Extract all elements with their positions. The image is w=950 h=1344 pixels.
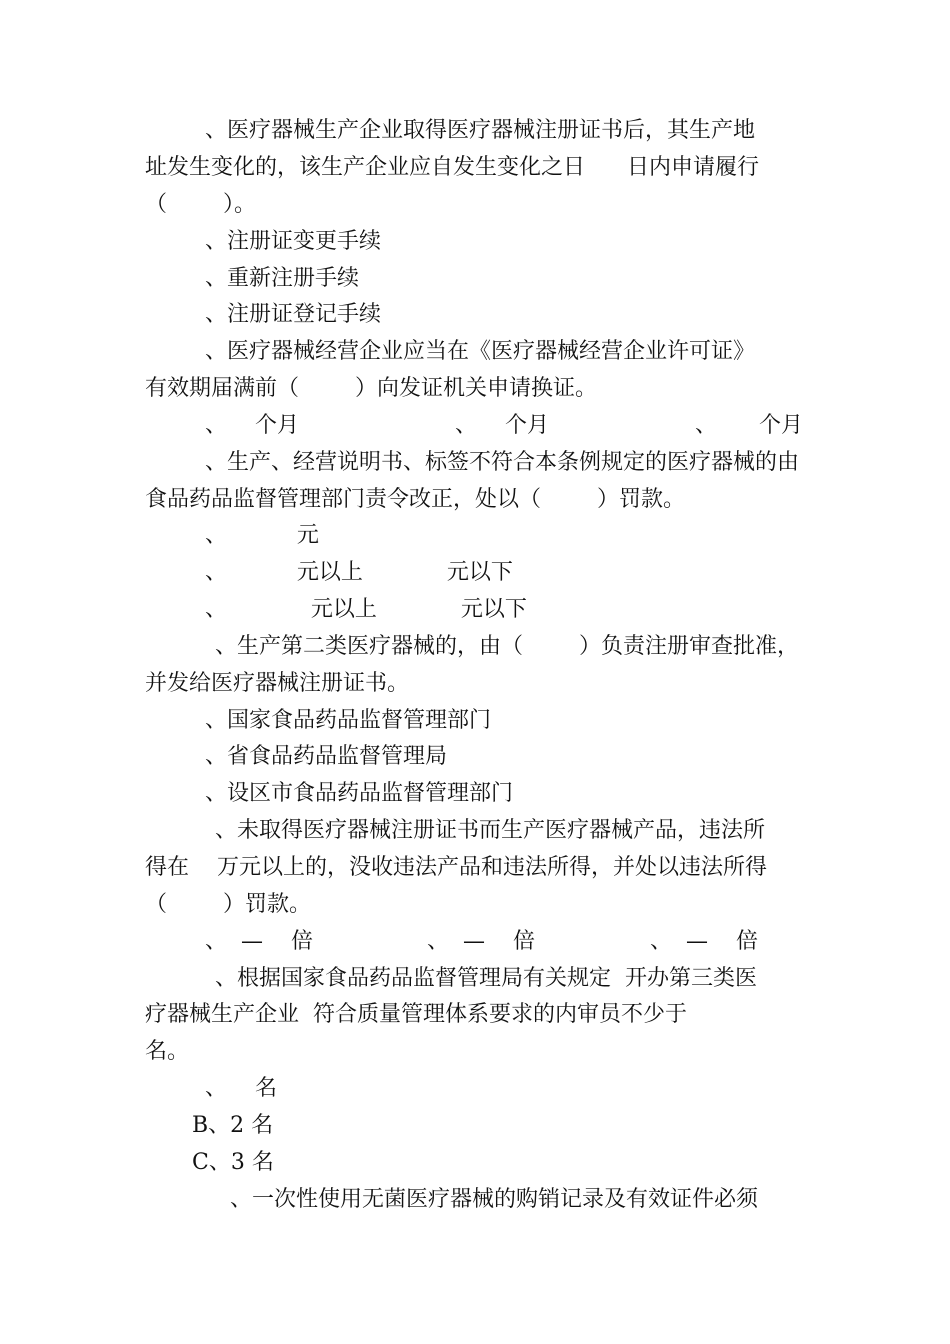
- q1-line-1: 、医疗器械生产企业取得医疗器械注册证书后，其生产地: [205, 118, 756, 143]
- q1-option-a: 、注册证变更手续: [205, 229, 382, 254]
- q3-option-a: 、 元: [205, 523, 319, 548]
- q6-line-2: 疗器械生产企业 符合质量管理体系要求的内审员不少于: [145, 1002, 687, 1027]
- q2-line-2: 有效期届满前（ ）向发证机关申请换证。: [145, 376, 597, 401]
- q3-option-c: 、 元以上 元以下: [205, 597, 527, 622]
- q1-option-c: 、注册证登记手续: [205, 302, 382, 327]
- q6-option-c: C、3 名: [192, 1150, 274, 1175]
- q4-line-1: 、生产第二类医疗器械的，由（ ）负责注册审查批准，: [215, 634, 799, 659]
- q6-option-a: 、 名: [205, 1076, 277, 1101]
- q1-line-2: 址发生变化的，该生产企业应自发生变化之日 日内申请履行: [145, 155, 759, 180]
- q2-option-c: 、 个月: [695, 413, 803, 438]
- q6-line-3: 名。: [145, 1039, 190, 1064]
- q4-line-2: 并发给医疗器械注册证书。: [145, 671, 410, 696]
- q3-line-2: 食品药品监督管理部门责令改正，处以（ ）罚款。: [145, 487, 685, 512]
- q3-option-b: 、 元以上 元以下: [205, 560, 513, 585]
- q5-option-b: 、 — 倍: [427, 929, 535, 954]
- q5-line-1: 、未取得医疗器械注册证书而生产医疗器械产品，违法所: [215, 818, 766, 843]
- q5-option-c: 、 — 倍: [650, 929, 758, 954]
- q4-option-b: 、省食品药品监督管理局: [205, 744, 448, 769]
- q5-line-2: 得在 万元以上的，没收违法产品和违法所得，并处以违法所得: [145, 855, 767, 880]
- q1-line-3: （ ）。: [145, 192, 256, 217]
- q6-line-1: 、根据国家食品药品监督管理局有关规定 开办第三类医: [215, 966, 757, 991]
- q5-line-3: （ ）罚款。: [145, 892, 311, 917]
- q3-line-1: 、生产、经营说明书、标签不符合本条例规定的医疗器械的由: [205, 450, 800, 475]
- q2-option-a: 、 个月: [205, 413, 299, 438]
- q2-option-b: 、 个月: [455, 413, 549, 438]
- q5-option-a: 、 — 倍: [205, 929, 313, 954]
- q2-line-1: 、医疗器械经营企业应当在《医疗器械经营企业许可证》: [205, 339, 756, 364]
- q6-option-b: B、2 名: [192, 1113, 274, 1138]
- q1-option-b: 、重新注册手续: [205, 266, 360, 291]
- q4-option-c: 、设区市食品药品监督管理部门: [205, 781, 514, 806]
- q4-option-a: 、国家食品药品监督管理部门: [205, 708, 492, 733]
- q7-line-1: 、一次性使用无菌医疗器械的购销记录及有效证件必须: [230, 1187, 759, 1212]
